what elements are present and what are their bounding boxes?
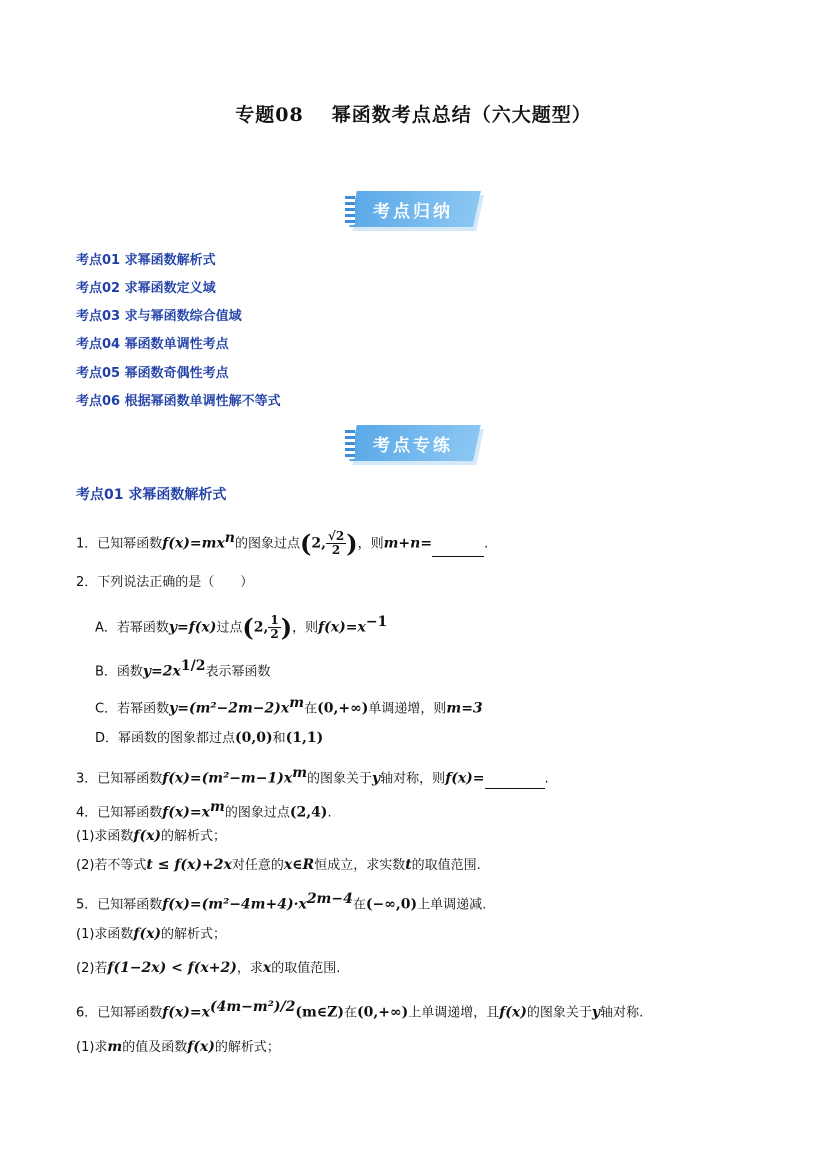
q2a-point-fraction: $\frac{1}{2}$ — [270, 613, 279, 642]
page-title — [0, 100, 827, 127]
q4-part-1: (1)求函数f(x)的解析式； — [76, 828, 227, 844]
q2-option-b[interactable]: B．函数$y=2x^{1/2}$表示幂函数 — [95, 658, 271, 680]
practice-banner — [345, 421, 481, 465]
section-heading: 考点01 求幂函数解析式 — [76, 487, 227, 503]
title-text: 幂函数考点总结（六大题型） — [331, 104, 592, 126]
q2-option-c[interactable]: C．若幂函数$y=(m^2-2m-2)x^m$在(0,+∞)单调递增，则m=3 — [95, 695, 483, 717]
q1-function: f(x)=mx — [162, 535, 225, 552]
q2-option-d[interactable]: D．幂函数的图象都过点(0,0)和(1,1) — [95, 730, 324, 746]
toc-link-01[interactable]: 考点01 求幂函数解析式 — [76, 253, 216, 268]
q2-option-a[interactable]: A．若幂函数y=f(x)过点(2, $\frac{1}{2}$ )，则$f(x)=x^{-1}$ — [95, 612, 388, 642]
toc-link-03[interactable]: 考点03 求与幂函数综合值域 — [76, 309, 242, 324]
question-1: 1．已知幂函数$f(x)=mx^n$的图象过点(2, $\frac{√2}{2}$ )，则m+n= . — [76, 528, 489, 558]
practice-banner-label: 考点专练 — [373, 436, 453, 456]
question-4: 4．已知幂函数$f(x)=x^m$的图象过点(2,4). — [76, 799, 332, 821]
question-2: 2．下列说法正确的是（ ） — [76, 575, 254, 590]
summary-banner — [345, 187, 481, 231]
q3-answer-blank[interactable] — [485, 774, 545, 789]
toc-link-02[interactable]: 考点02 求幂函数定义域 — [76, 281, 216, 296]
q1-point-fraction: $\frac{√2}{2}$ — [327, 529, 345, 558]
question-6: 6．已知幂函数$f(x)=x^{(4m-m^2)/2}(m\in Z)$在(0,+∞)上单调递增，且f(x)的图象关于y轴对称. — [76, 999, 644, 1021]
question-3: 3．已知幂函数$f(x)=(m^2-m-1)x^m$的图象关于y轴对称，则f(x)= . — [76, 763, 549, 789]
toc-link-05[interactable]: 考点05 幂函数奇偶性考点 — [76, 366, 229, 381]
toc-link-06[interactable]: 考点06 根据幂函数单调性解不等式 — [76, 394, 281, 409]
summary-banner-label: 考点归纳 — [373, 202, 453, 222]
question-5: 5．已知幂函数$f(x)=(m^2-4m+4)\cdot x^{2m-4}$在(−∞,0)上单调递减. — [76, 891, 487, 913]
q6-part-1: (1)求m的值及函数f(x)的解析式； — [76, 1039, 280, 1055]
title-number: 专题08 — [235, 104, 304, 126]
q1-answer-blank[interactable] — [432, 542, 484, 557]
q4-part-2: (2)若不等式t ≤ f(x)+2x对任意的x∈R恒成立，求实数t的取值范围. — [76, 857, 481, 873]
toc-link-04[interactable]: 考点04 幂函数单调性考点 — [76, 337, 229, 352]
q5-part-1: (1)求函数f(x)的解析式； — [76, 926, 227, 942]
q5-part-2: (2)若f(1−2x) < f(x+2)，求x的取值范围. — [76, 960, 341, 976]
